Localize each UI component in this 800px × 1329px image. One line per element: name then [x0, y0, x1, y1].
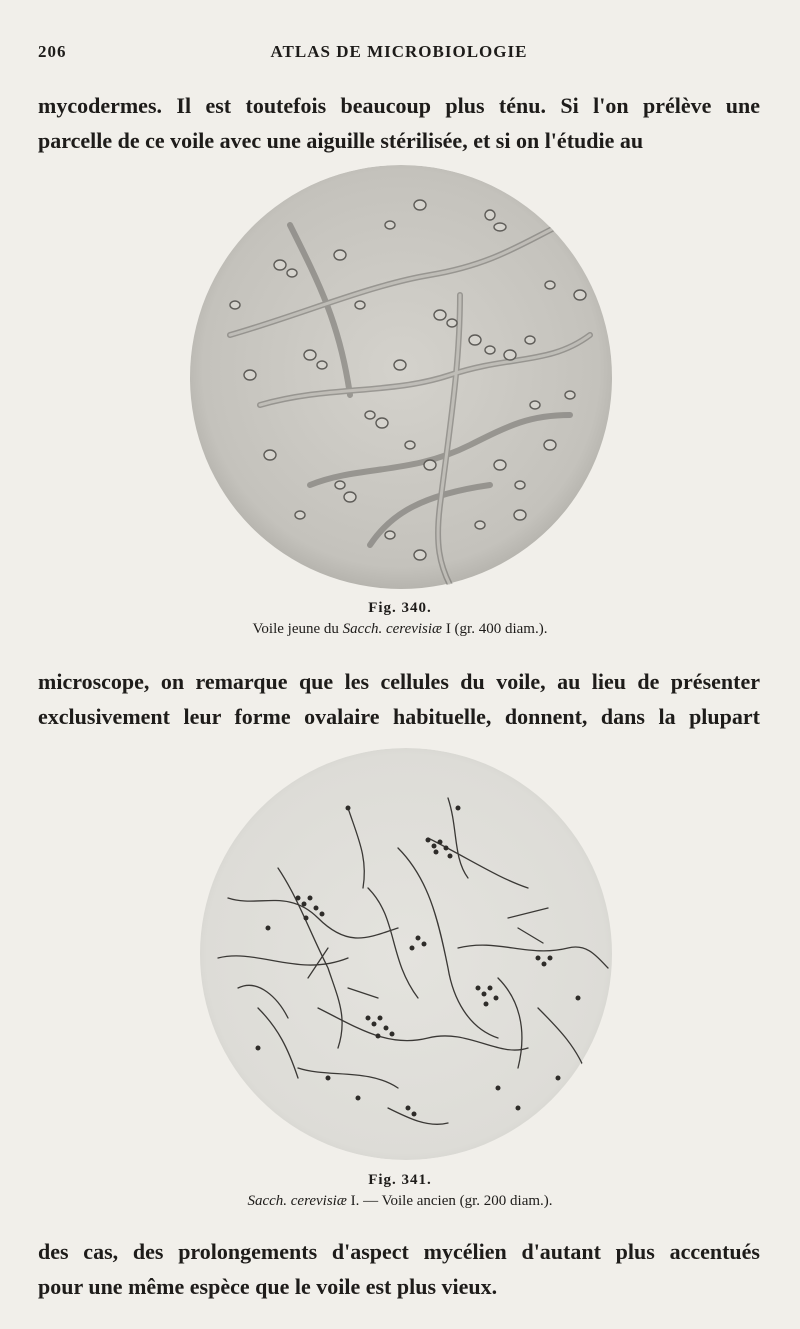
figure-caption-340 — [100, 621, 700, 638]
micrograph-fig-340-drawing — [190, 165, 612, 590]
paragraph-1-line-2: parcelle de ce voile avec une aiguille stérilisée, et si on l'étudie au — [38, 128, 644, 153]
figure-label-340: Fig. 340. — [368, 600, 432, 616]
micrograph-fig-340 — [190, 165, 612, 590]
caption-341-suffix: I. — Voile ancien (gr. 200 diam.). — [346, 1193, 553, 1209]
caption-340-species: Sacch. cerevisiæ — [342, 621, 443, 637]
caption-340-prefix: Voile jeune du — [252, 621, 343, 637]
page-number: 206 — [38, 42, 67, 61]
paragraph-1 — [38, 88, 760, 158]
paragraph-1-line-1: mycodermes. Il est toutefois beaucoup plus ténu. Si l'on prélève une — [38, 93, 760, 118]
caption-fig-340 — [100, 600, 700, 638]
paragraph-2-line-1: microscope, on remarque que les cellules du voile, au lieu de présenter — [38, 669, 760, 694]
paragraph-3-line-2: pour une même espèce que le voile est plus vieux. — [38, 1274, 498, 1299]
micrograph-fig-341 — [198, 748, 614, 1160]
caption-341-species: Sacch. cerevisiæ — [247, 1193, 347, 1209]
paragraph-2 — [38, 664, 760, 734]
page-header — [38, 38, 760, 66]
paragraph-2-line-2: exclusivement leur forme ovalaire habituelle, donnent, dans la plupart — [38, 704, 760, 729]
caption-fig-341 — [100, 1172, 700, 1210]
figure-caption-341 — [100, 1193, 700, 1210]
paragraph-3 — [38, 1234, 760, 1304]
paragraph-3-line-1: des cas, des prolongements d'aspect mycélien d'autant plus accentués — [38, 1239, 760, 1264]
micrograph-fig-341-drawing — [198, 748, 614, 1160]
figure-label-341: Fig. 341. — [368, 1172, 432, 1188]
caption-340-suffix: I (gr. 400 diam.). — [442, 621, 548, 637]
running-title: ATLAS DE MICROBIOLOGIE — [270, 42, 528, 61]
